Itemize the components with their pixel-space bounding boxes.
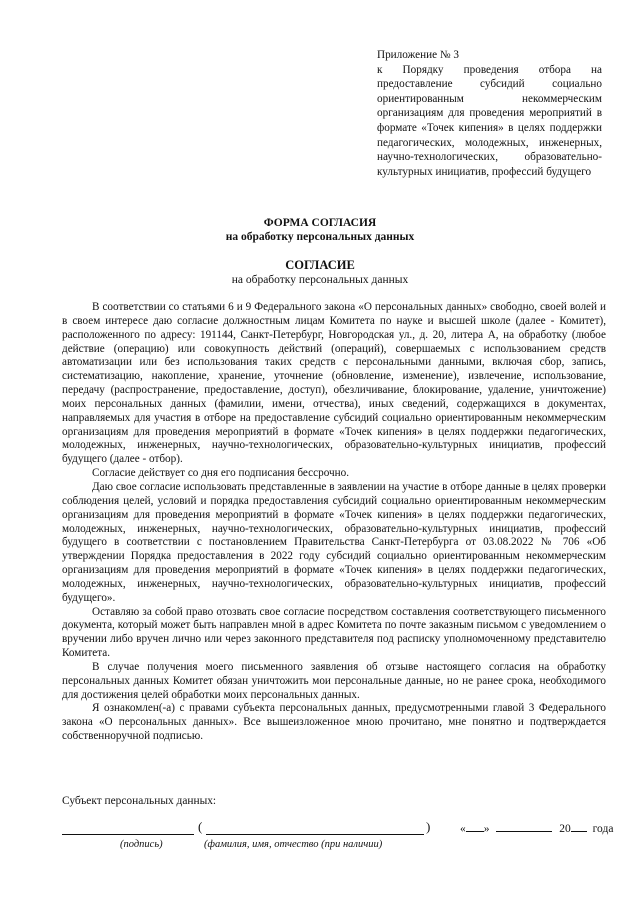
document-subtitle: на обработку персональных данных [231, 274, 409, 286]
document-title: СОГЛАСИЕ [285, 258, 355, 272]
signature-line [62, 834, 194, 835]
name-open-bracket: ( [198, 819, 203, 834]
paragraph-data-use: Даю свое согласие использовать представленные в заявлении на участие в отборе данные в целях проверки соблюдения целей, условий и порядка предоставления субсидий социально ориентированным некоммерческим организациям для проведения мероприятий в формате «Точек кипения» в целях поддержки педагогических, молодежных, инженерных, научно-технологических, образовательно-культурных инициатив, профессий будущего в соответствии с постановлением Правительства Санкт-Петербурга от 03.08.2022 № 706 «Об утверждении Порядка предоставления в 2022 году субсидий социально ориентированным некоммерческим организациям для проведения мероприятий в формате «Точек кипения» в целях поддержки педагогических, молодежных, инженерных, научно-технологических, образовательно-культурных инициатив, профессий будущего». [62, 480, 606, 604]
form-title: ФОРМА СОГЛАСИЯ [263, 217, 377, 229]
month-blank [496, 820, 552, 832]
paragraph-revocation: Оставляю за собой право отозвать свое согласие посредством составления соответствующего письменного документа, который может быть направлен мной в адрес Комитета по почте заказным письмом с уведомлением о вручении либо вручен лично или через законного представителя под расписку уполномоченному представителю Комитета. [62, 605, 606, 660]
date-close-quote: » [483, 823, 490, 835]
name-close-bracket: ) [426, 819, 431, 834]
form-subtitle: на обработку персональных данных [225, 231, 415, 243]
appendix-block [377, 48, 602, 179]
year-blank [571, 820, 587, 832]
appendix-text: к Порядку проведения отбора на предоставление субсидий социально ориентированным некоммерческим организациям для проведения мероприятий в формате «Точек кипения» в целях поддержки педагогических, молодежных, инженерных, научно-технологических, образовательно-культурных инициатив, профессий будущего [377, 63, 602, 178]
appendix-title: Приложение № 3 [377, 49, 459, 61]
date-open-quote: « [460, 823, 466, 835]
full-name-caption: (фамилия, имя, отчество (при наличии) [204, 839, 383, 850]
consent-text [62, 301, 606, 744]
full-name-line [206, 834, 424, 835]
paragraph-acknowledgement: Я ознакомлен(-а) с правами субъекта персональных данных, предусмотренными главой 3 Федерального закона «О персональных данных». Все вышеизложенное мною прочитано, мне понятно и подтверждается собственноручной подписью. [62, 702, 606, 743]
paragraph-legal-basis: В соответствии со статьями 6 и 9 Федерального закона «О персональных данных» свободно, своей волей и в своем интересе даю согласие должностным лицам Комитета по науке и высшей школе (далее - Комитет), расположенного по адресу: 191144, Санкт-Петербург, Новгородская ул., д. 20, литера А, на обработку (любое действие (операцию) или совокупность действий (операций), совершаемых с использованием средств автоматизации или без использования таких средств с персональными данными, включая сбор, запись, систематизацию, накопление, хранение, уточнение (обновление, изменение), извлечение, использование, передачу (распространение, предоставление, доступ), обезличивание, блокирование, удаление, уничтожение) моих персональных данных (фамилии, имени, отчества), иных сведений, содержащихся в документах, направляемых для участия в отборе на предоставление субсидий социально ориентированным некоммерческим организациям для проведения мероприятий в формате «Точек кипения» в целях поддержки педагогических, молодежных, инженерных, научно-технологических, образовательно-культурных инициатив, профессий будущего (далее - отбор). [62, 301, 606, 466]
signature-caption: (подпись) [120, 839, 163, 850]
year-suffix: года [592, 823, 614, 835]
subject-label: Субъект персональных данных: [62, 795, 217, 807]
day-blank [466, 820, 484, 832]
paragraph-validity: Согласие действует со дня его подписания бессрочно. [92, 467, 350, 480]
year-prefix: 20 [559, 823, 571, 835]
date-field [460, 820, 613, 836]
paragraph-destruction: В случае получения моего письменного заявления об отзыве настоящего согласия на обработку персональных данных Комитет обязан уничтожить мои персональные данные, но не ранее срока, необходимого для достижения целей обработки моих персональных данных. [62, 660, 606, 701]
